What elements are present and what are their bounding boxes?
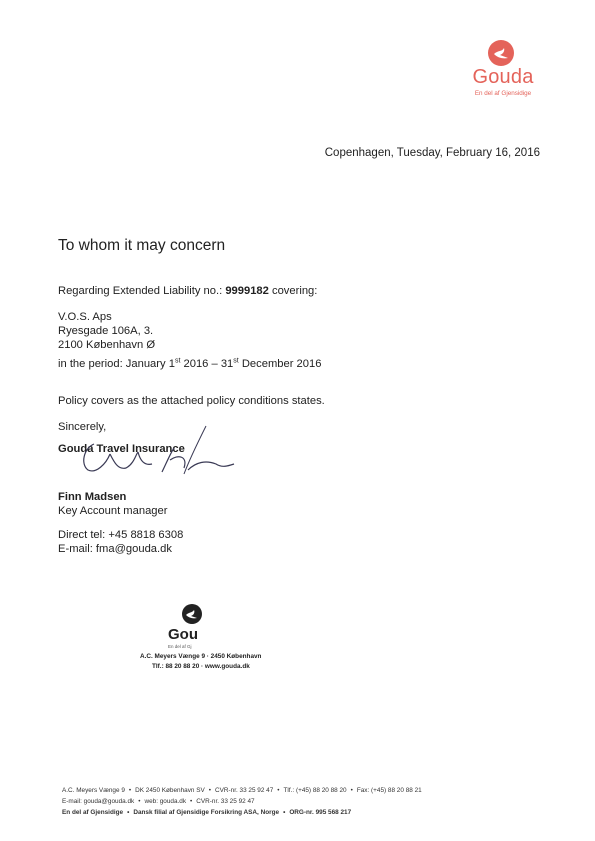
footer-email: E-mail: gouda@gouda.dk [62,798,135,805]
gouda-logo [468,40,548,102]
contact-email: E-mail: fma@gouda.dk [58,543,172,555]
footer-web: web: gouda.dk [144,798,187,805]
footer-tel: Tlf.: (+45) 88 20 88 20 [283,787,347,794]
policy-text: Policy covers as the attached policy conditions states. [58,395,325,407]
address-line-3: 2100 København Ø [58,339,156,351]
stamp-tel: Tlf.: 88 20 88 20 · www.gouda.dk [152,663,250,670]
period-middle: 2016 – 31 [180,358,234,370]
logo-tagline: En del af Gjensidige [474,90,532,97]
footer-city: DK 2450 København SV [135,787,205,794]
period-start-sup: st [174,357,181,365]
footer-fax: Fax: (+45) 88 20 88 21 [356,787,422,794]
stamp-bird-icon [182,604,202,624]
period-line [58,357,321,371]
footer-cvr: CVR-nr. 33 25 92 47 [215,787,274,794]
period-suffix: December 2016 [238,358,322,370]
footer-org: ORG-nr. 995 568 217 [289,809,352,816]
signer-name: Finn Madsen [58,491,127,503]
handwritten-signature [66,424,246,494]
policy-number: 9999182 [225,285,269,297]
salutation: To whom it may concern [58,237,226,254]
stamp-name: Gou [168,626,198,643]
regarding-line [58,284,317,298]
address-line-2: Ryesgade 106A, 3. [58,325,154,337]
footer-line-3: En del af Gjensidige • Dansk filial af Gjensidige Forsikring ASA, Norge • ORG-nr. 995 568 217 [62,809,352,816]
footer-address: A.C. Meyers Vænge 9 [62,787,125,794]
footer-cvr-2: CVR-nr. 33 25 92 47 [196,798,255,805]
footer-line-1: A.C. Meyers Vænge 9 • DK 2450 København SV • CVR-nr. 33 25 92 47 • Tlf.: (+45) 88 20 88 20 • Fax: (+45) 88 20 88 21 [62,787,422,794]
footer-line-2: E-mail: gouda@gouda.dk • web: gouda.dk • CVR-nr. 33 25 92 47 [62,798,255,805]
company-stamp [140,604,280,680]
letter-date: Copenhagen, Tuesday, February 16, 2016 [324,147,540,159]
closing: Sincerely, [58,421,107,433]
period-end-sup: st [233,357,239,365]
contact-tel: Direct tel: +45 8818 6308 [58,529,184,541]
regarding-prefix: Regarding Extended Liability no.: [58,285,223,297]
period-prefix: in the period: January 1 [58,358,175,370]
footer-branch: Dansk filial af Gjensidige Forsikring ASA, Norge [133,809,280,816]
signer-title: Key Account manager [58,505,168,517]
stamp-address: A.C. Meyers Vænge 9 · 2450 København [140,653,262,660]
footer-group: En del af Gjensidige [62,809,124,816]
logo-name: Gouda [472,66,534,88]
company-name: Gouda Travel Insurance [58,443,185,455]
bird-icon [488,40,514,66]
stamp-tagline: En del af Gj [168,644,192,649]
regarding-suffix: covering: [271,285,318,297]
address-line-1: V.O.S. Aps [58,311,112,323]
